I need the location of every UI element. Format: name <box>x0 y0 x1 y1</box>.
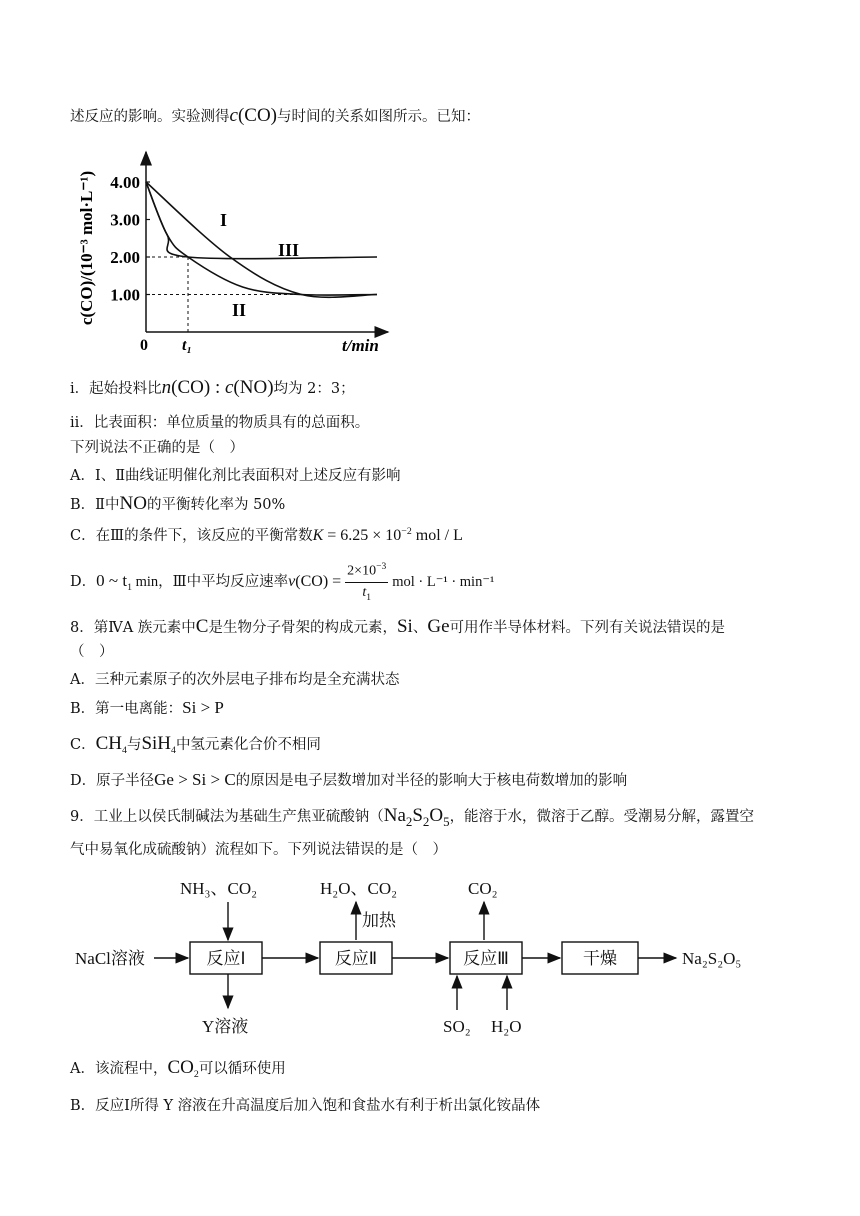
y-tick-label: 1.00 <box>110 285 140 305</box>
q7-option-c <box>70 522 463 546</box>
flow-box-4-label: 干燥 <box>583 949 617 968</box>
note-i-co: (CO) <box>171 377 211 398</box>
flow-box-2-label: 反应Ⅱ <box>334 949 378 968</box>
q7-d-fraction <box>345 558 388 606</box>
q8-option-c <box>70 734 321 761</box>
c-symbol: c <box>229 105 238 126</box>
q8-element-c: C <box>195 616 209 637</box>
y-tick-label: 3.00 <box>110 210 140 230</box>
q8-c-sih-sub: 4 <box>171 744 176 756</box>
flow-output: Na₂S₂O₅ <box>682 949 742 968</box>
q8-stem-suffix: 可用作半导体材料。下列有关说法错误的是 <box>449 620 725 636</box>
concentration-time-chart <box>70 148 400 363</box>
q8-c-ch-sub: 4 <box>122 744 127 756</box>
q8-element-si: Si <box>396 616 413 637</box>
q8-separator: 、 <box>412 620 428 636</box>
flow-out2: H₂O、CO₂ <box>320 879 398 898</box>
q7-c-unit: mol / L <box>411 526 463 544</box>
q7-stem: 下列说法不正确的是（ ） <box>70 440 244 456</box>
note-ii: ⅱ．比表面积：单位质量的物质具有的总面积。 <box>70 415 370 431</box>
y-axis-label: c(CO)/(10⁻³ mol·L⁻¹) <box>77 170 96 326</box>
q9-a-suffix: 可以循环使用 <box>198 1061 286 1077</box>
flow-in1: NH₃、CO₂ <box>180 879 258 898</box>
q7-d-range: 0 ~ t <box>96 571 128 591</box>
q9-a-co2-sub: 2 <box>193 1068 199 1080</box>
note-i-prefix: ⅰ．起始投料比 <box>70 381 162 397</box>
flow-out1: Y溶液 <box>202 1017 249 1036</box>
q8-stem-prefix: 8．第ⅣA 族元素中 <box>70 620 196 636</box>
q9-option-a <box>70 1058 286 1085</box>
origin-label: 0 <box>140 337 148 354</box>
q8-c-prefix: C． <box>70 737 96 753</box>
q7-d-denominator <box>345 583 388 607</box>
q8-d-expr: Ge > Si > C <box>154 770 236 789</box>
q9-f-s: S <box>412 805 423 826</box>
flow-in3b: H₂O <box>491 1017 522 1036</box>
q8-c-mid: 与 <box>126 737 142 753</box>
note-i-n: n <box>161 377 172 398</box>
q7-d-num-base: 2×10 <box>347 563 377 579</box>
q9-a-co2: CO <box>167 1057 194 1078</box>
q8-option-d <box>70 770 627 791</box>
note-i-suffix: 均为 2：3； <box>273 381 355 397</box>
q7-d-numerator <box>345 558 388 583</box>
q9-formula <box>383 805 450 829</box>
intro-text-1: 述反应的影响。实验测得 <box>70 109 230 125</box>
q7-c-prefix: C．在Ⅲ的条件下，该反应的平衡常数 <box>70 527 313 544</box>
intro-text-2: 与时间的关系如图所示。已知： <box>277 109 480 125</box>
flow-box-3-label: 反应Ⅲ <box>463 949 509 968</box>
series-line-1 <box>146 182 377 297</box>
q7-c-k: K <box>312 526 324 544</box>
note-i-no: (NO) <box>233 377 274 398</box>
y-tick-label: 2.00 <box>110 248 140 267</box>
note-i-c: c <box>224 377 234 398</box>
q8-d-suffix: 的原因是电子层数增加对半径的影响大于核电荷数增加的影响 <box>235 773 628 789</box>
curve-label-i: I <box>220 210 228 230</box>
q7-d-co: (CO) = <box>295 573 342 591</box>
q9-stem-line2: 气中易氧化成硫酸钠）流程如下。下列说法错误的是（ ） <box>70 842 447 858</box>
q9-stem-suffix: ，能溶于水，微溶于乙醇。受潮易分解，露置空 <box>449 809 755 825</box>
q7-d-unit: mol · L⁻¹ · min⁻¹ <box>392 574 495 591</box>
q8-stem <box>70 617 725 638</box>
q7-b-prefix: B．Ⅱ中 <box>70 497 120 513</box>
q8-b-expr: Si > P <box>182 698 224 717</box>
q8-stem-mid: 是生物分子骨架的构成元素， <box>208 620 397 636</box>
q7-d-min: min， <box>131 574 173 591</box>
flow-out3: CO₂ <box>468 879 498 898</box>
intro-line <box>70 106 480 127</box>
flow-box-1-label: 反应Ⅰ <box>206 949 246 968</box>
q9-f-sub1: 2 <box>405 813 413 829</box>
q8-c-ch: CH <box>95 733 123 754</box>
q8-option-b <box>70 698 224 719</box>
q8-option-a: A．三种元素原子的次外层电子排布均是全充满状态 <box>70 672 400 688</box>
q7-option-d <box>70 558 494 608</box>
curve-label-iii: III <box>278 240 300 260</box>
note-i <box>70 378 355 399</box>
q7-d-range-sub: 1 <box>127 582 132 594</box>
series-line-3 <box>146 182 377 259</box>
flow-heat: 加热 <box>362 911 396 930</box>
flow-in3a: SO₂ <box>443 1017 471 1036</box>
q7-d-prefix: D． <box>70 574 97 591</box>
q9-f-na: Na <box>383 805 406 826</box>
curve-label-ii: II <box>232 300 247 320</box>
q9-stem-prefix: 9．工业上以侯氏制碱法为基础生产焦亚硫酸钠（ <box>70 809 384 825</box>
q7-c-exponent: −2 <box>401 526 412 537</box>
q9-stem-line1 <box>70 806 754 832</box>
q7-d-den-sub: 1 <box>366 592 372 603</box>
q9-f-o: O <box>429 805 444 826</box>
q8-c-sih: SiH <box>141 733 172 754</box>
process-flowchart <box>70 870 770 1045</box>
note-i-colon: : <box>210 377 225 398</box>
q9-f-sub2: 2 <box>422 813 430 829</box>
q8-b-prefix: B．第一电离能： <box>70 701 183 717</box>
y-tick-label: 4.00 <box>110 173 140 192</box>
x-axis-label: t/min <box>342 336 379 355</box>
q8-c-suffix: 中氢元素化合价不相同 <box>175 737 321 753</box>
q7-c-value: = 6.25 × 10 <box>323 526 402 544</box>
q8-d-prefix: D．原子半径 <box>70 773 155 789</box>
t1-tick-label: t₁ <box>182 337 193 354</box>
q7-b-no: NO <box>119 493 147 514</box>
q7-d-mid: Ⅲ中平均反应速率 <box>172 574 289 591</box>
q7-option-a: A．Ⅰ、Ⅱ曲线证明催化剂比表面积对上述反应有影响 <box>70 468 401 484</box>
q7-d-v: v <box>288 573 296 591</box>
q8-paren: （ ） <box>70 644 114 660</box>
q7-b-suffix: 的平衡转化率为 50% <box>146 497 286 513</box>
q7-d-den-t: t <box>362 584 367 600</box>
flow-input: NaCl溶液 <box>75 949 145 968</box>
q7-option-b <box>70 494 285 515</box>
q7-d-num-exp: −3 <box>376 562 387 572</box>
q8-element-ge: Ge <box>427 616 450 637</box>
q9-f-sub3: 5 <box>443 813 450 829</box>
co-species: (CO) <box>237 105 277 126</box>
q9-option-b: B．反应Ⅰ所得 Y 溶液在升高温度后加入饱和食盐水有利于析出氯化铵晶体 <box>70 1098 541 1114</box>
q9-a-prefix: A．该流程中， <box>70 1061 168 1077</box>
